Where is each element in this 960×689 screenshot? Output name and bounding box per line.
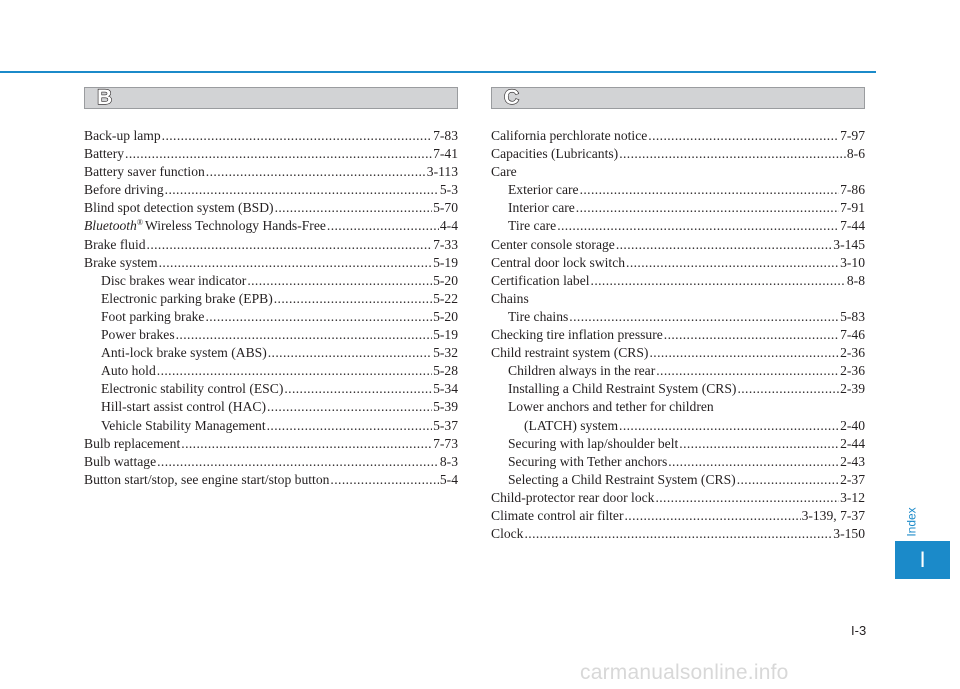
index-entry xyxy=(491,145,865,163)
dot-leader xyxy=(576,199,839,217)
entry-text: Climate control air filter xyxy=(491,507,624,523)
entry-list-c xyxy=(491,127,865,543)
entry-text: Certification label xyxy=(491,272,590,288)
dot-leader xyxy=(125,145,432,163)
entry-text: (LATCH) system xyxy=(524,417,619,433)
dot-leader xyxy=(679,435,839,453)
dot-leader xyxy=(274,290,432,308)
top-divider xyxy=(0,71,876,73)
index-entry xyxy=(491,290,865,308)
dot-leader xyxy=(206,163,426,181)
entry-list-b xyxy=(84,127,458,489)
entry-page: 8-3 xyxy=(439,453,458,469)
index-entry xyxy=(491,507,865,525)
entry-page: 3-150 xyxy=(833,526,865,542)
entry-text: Disc brakes wear indicator xyxy=(101,272,247,288)
entry-page: 2-36 xyxy=(840,345,865,361)
index-entry xyxy=(491,435,865,453)
dot-leader xyxy=(648,127,839,145)
dot-leader xyxy=(159,254,432,272)
entry-page: 5-39 xyxy=(433,399,458,415)
index-entry xyxy=(491,308,865,326)
entry-text: Vehicle Stability Management xyxy=(101,417,266,433)
entry-text: Power brakes xyxy=(101,327,175,343)
index-entry xyxy=(84,272,458,290)
entry-text: Checking tire inflation pressure xyxy=(491,327,663,343)
entry-page: 5-70 xyxy=(433,200,458,216)
index-tab-letter: I xyxy=(919,547,926,572)
entry-text: Blind spot detection system (BSD) xyxy=(84,200,274,216)
index-entry xyxy=(84,127,458,145)
dot-leader xyxy=(267,417,432,435)
index-entry xyxy=(491,326,865,344)
index-entry xyxy=(491,217,865,235)
entry-text-rest: Wireless Technology Hands-Free xyxy=(144,218,326,234)
entry-page: 7-86 xyxy=(840,182,865,198)
entry-page: 3-145 xyxy=(833,236,865,252)
dot-leader xyxy=(655,489,839,507)
dot-leader xyxy=(247,272,432,290)
entry-page: 7-83 xyxy=(433,128,458,143)
dot-leader xyxy=(626,254,839,272)
dot-leader xyxy=(616,236,832,254)
entry-text: Capacities (Lubricants) xyxy=(491,146,619,162)
entry-page: 5-83 xyxy=(840,308,865,324)
index-entry xyxy=(84,236,458,254)
dot-leader xyxy=(330,471,438,489)
dot-leader xyxy=(625,507,801,525)
dot-leader xyxy=(176,326,432,344)
entry-page: 3-139, 7-37 xyxy=(801,507,865,523)
dot-leader xyxy=(267,398,432,416)
dot-leader xyxy=(157,362,432,380)
entry-page: 5-3 xyxy=(439,182,458,198)
entry-page: 5-20 xyxy=(433,272,458,288)
entry-text: Before driving xyxy=(84,182,164,198)
dot-leader xyxy=(656,362,839,380)
entry-text: Exterior care xyxy=(508,182,579,198)
index-entry xyxy=(84,380,458,398)
dot-leader xyxy=(205,308,432,326)
dot-leader xyxy=(737,380,839,398)
entry-text: Clock xyxy=(491,526,524,542)
index-entry xyxy=(491,398,865,416)
entry-text: Tire chains xyxy=(508,308,569,324)
entry-page: 7-73 xyxy=(433,435,458,451)
entry-page: 2-36 xyxy=(840,363,865,379)
entry-page: 2-37 xyxy=(840,471,865,487)
dot-leader xyxy=(181,435,432,453)
index-entry xyxy=(491,236,865,254)
dot-leader xyxy=(327,217,439,235)
entry-text: Brake fluid xyxy=(84,236,146,252)
index-entry xyxy=(84,453,458,471)
entry-page: 5-37 xyxy=(433,417,458,433)
dot-leader xyxy=(668,453,839,471)
index-entry xyxy=(84,163,458,181)
entry-text: Selecting a Child Restraint System (CRS) xyxy=(508,471,736,487)
entry-text: Bulb replacement xyxy=(84,435,181,451)
dot-leader xyxy=(147,236,433,254)
index-entry xyxy=(491,163,865,181)
index-entry xyxy=(84,181,458,199)
entry-text: Child restraint system (CRS) xyxy=(491,345,649,361)
index-entry xyxy=(84,199,458,217)
dot-leader xyxy=(737,471,839,489)
entry-page: 4-4 xyxy=(439,218,458,234)
entry-text: Chains xyxy=(491,290,529,306)
dot-leader xyxy=(580,181,840,199)
index-entry xyxy=(84,417,458,435)
index-entry xyxy=(491,344,865,362)
entry-text: Foot parking brake xyxy=(101,308,205,324)
entry-page: 5-4 xyxy=(439,471,458,487)
entry-page: 2-44 xyxy=(840,435,865,451)
dot-leader xyxy=(157,453,439,471)
entry-text: Securing with lap/shoulder belt xyxy=(508,435,679,451)
entry-text: Electronic stability control (ESC) xyxy=(101,381,284,397)
entry-page: 5-19 xyxy=(433,327,458,343)
entry-page: 5-34 xyxy=(433,381,458,397)
watermark: carmanualsonline.info xyxy=(580,661,789,684)
index-entry xyxy=(84,471,458,489)
entry-text: Electronic parking brake (EPB) xyxy=(101,290,273,306)
entry-page: 5-22 xyxy=(433,290,458,306)
entry-text-italic: Bluetooth xyxy=(84,218,137,234)
index-entry xyxy=(84,308,458,326)
page-number: I-3 xyxy=(851,623,867,638)
dot-leader xyxy=(284,380,432,398)
entry-text: Interior care xyxy=(508,200,575,216)
dot-leader xyxy=(619,145,846,163)
entry-page: 5-32 xyxy=(433,345,458,361)
entry-text: Lower anchors and tether for children xyxy=(508,399,714,415)
dot-leader xyxy=(524,525,832,543)
entry-page: 7-33 xyxy=(433,236,458,252)
entry-page: 8-6 xyxy=(846,146,865,162)
index-entry xyxy=(84,435,458,453)
section-letter-b: B xyxy=(97,86,113,109)
entry-page: 3-113 xyxy=(426,164,458,180)
entry-text: Installing a Child Restraint System (CRS) xyxy=(508,381,737,397)
index-entry xyxy=(84,217,458,235)
entry-page: 7-44 xyxy=(840,218,865,234)
entry-text: Hill-start assist control (HAC) xyxy=(101,399,266,415)
index-entry xyxy=(491,380,865,398)
dot-leader xyxy=(557,217,839,235)
side-index-label xyxy=(904,500,920,544)
section-letter-c: C xyxy=(504,86,520,109)
index-entry xyxy=(491,254,865,272)
entry-text: Button start/stop, see engine start/stop button xyxy=(84,471,330,487)
index-entry xyxy=(491,181,865,199)
entry-page: 2-43 xyxy=(840,453,865,469)
index-entry xyxy=(84,254,458,272)
entry-text: Center console storage xyxy=(491,236,615,252)
index-entry xyxy=(491,417,865,435)
index-entry xyxy=(491,489,865,507)
dot-leader xyxy=(275,199,433,217)
side-label-text: Index xyxy=(905,507,920,537)
entry-page: 2-39 xyxy=(840,381,865,397)
index-tab[interactable] xyxy=(895,541,950,579)
entry-page: 7-91 xyxy=(840,200,865,216)
entry-page: 5-28 xyxy=(433,363,458,379)
entry-page: 2-40 xyxy=(840,417,865,433)
dot-leader xyxy=(165,181,439,199)
index-entry xyxy=(84,290,458,308)
index-entry xyxy=(491,127,865,145)
index-column-c xyxy=(491,87,865,543)
entry-page: 7-46 xyxy=(840,327,865,343)
section-header-b xyxy=(84,87,458,109)
entry-page: 7-97 xyxy=(840,128,865,143)
index-entry xyxy=(84,344,458,362)
index-entry xyxy=(491,453,865,471)
entry-text: Battery saver function xyxy=(84,164,205,180)
section-header-c xyxy=(491,87,865,109)
index-entry xyxy=(491,525,865,543)
entry-text: Back-up lamp xyxy=(84,128,161,143)
entry-text xyxy=(84,217,326,235)
entry-text: Tire care xyxy=(508,218,557,234)
dot-leader xyxy=(619,417,839,435)
dot-leader xyxy=(649,344,839,362)
entry-text: Battery xyxy=(84,146,125,162)
entry-text: Securing with Tether anchors xyxy=(508,453,668,469)
index-entry xyxy=(491,362,865,380)
index-entry xyxy=(84,362,458,380)
index-entry xyxy=(84,398,458,416)
entry-page: 3-12 xyxy=(840,489,865,505)
entry-page: 7-41 xyxy=(433,146,458,162)
index-entry xyxy=(491,471,865,489)
dot-leader xyxy=(664,326,839,344)
entry-text: Brake system xyxy=(84,254,158,270)
entry-text: Care xyxy=(491,164,517,180)
index-entry xyxy=(491,199,865,217)
index-column-b xyxy=(84,87,458,489)
entry-text: Child-protector rear door lock xyxy=(491,489,655,505)
registered-mark: ® xyxy=(136,217,143,227)
index-entry xyxy=(84,326,458,344)
entry-text: Children always in the rear xyxy=(508,363,656,379)
entry-page: 8-8 xyxy=(846,272,865,288)
entry-text: Bulb wattage xyxy=(84,453,157,469)
entry-text: Anti-lock brake system (ABS) xyxy=(101,345,267,361)
index-entry xyxy=(84,145,458,163)
entry-page: 5-19 xyxy=(433,254,458,270)
dot-leader xyxy=(268,344,432,362)
entry-page: 3-10 xyxy=(840,254,865,270)
entry-text: California perchlorate notice xyxy=(491,128,648,143)
dot-leader xyxy=(569,308,839,326)
dot-leader xyxy=(591,272,846,290)
entry-text: Central door lock switch xyxy=(491,254,626,270)
dot-leader xyxy=(162,127,432,145)
index-entry xyxy=(491,272,865,290)
entry-page: 5-20 xyxy=(433,308,458,324)
entry-text: Auto hold xyxy=(101,363,156,379)
